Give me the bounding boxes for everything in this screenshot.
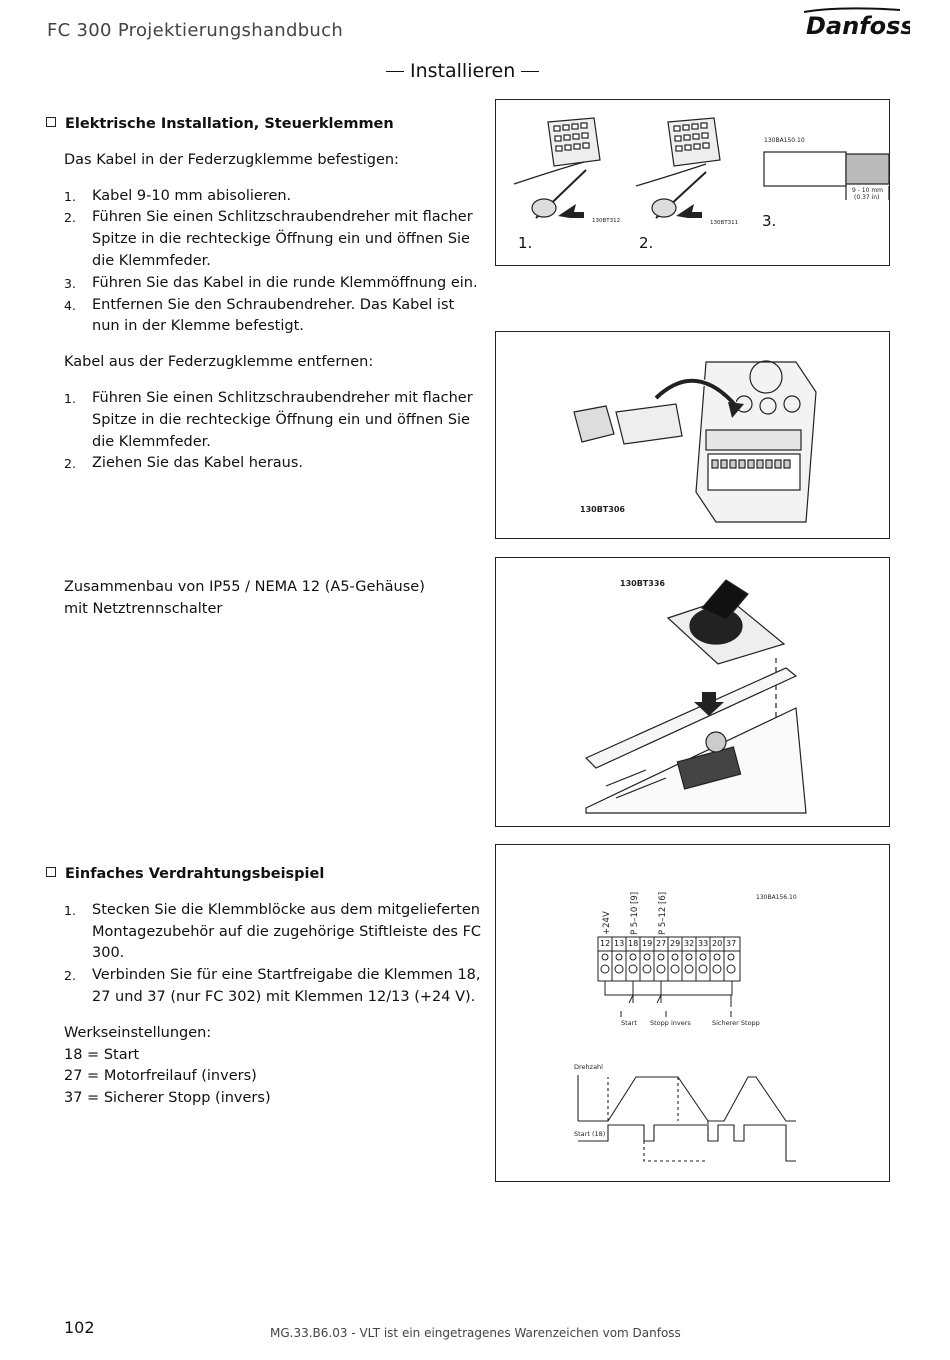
svg-text:13: 13: [614, 939, 625, 948]
section-title: Installieren: [380, 60, 545, 82]
figure-terminal-cover: [495, 331, 890, 539]
footer-text: MG.33.B6.03 - VLT ist ein eingetragenes Warenzeichen vom Danfoss: [270, 1326, 681, 1340]
svg-text:2.: 2.: [639, 234, 654, 252]
svg-text:29: 29: [670, 939, 681, 948]
svg-text:3.: 3.: [762, 212, 777, 230]
document-title: FC 300 Projektierungshandbuch: [47, 20, 344, 41]
svg-text:32: 32: [684, 939, 695, 948]
danfoss-logo: [800, 4, 910, 48]
svg-text:130BT311: 130BT311: [710, 220, 739, 226]
step-list: [46, 900, 486, 1009]
defaults-title: Werkseinstellungen:: [64, 1024, 212, 1041]
figure-cable-insert: [495, 99, 890, 266]
assembly-line: mit Netztrennschalter: [64, 600, 223, 617]
svg-text:Sicherer Stopp: Sicherer Stopp: [712, 1019, 760, 1027]
checkbox-bullet-icon: [46, 867, 56, 877]
defaults-item: 37 = Sicherer Stopp (invers): [64, 1090, 271, 1107]
list-item: 2. Verbinden Sie für eine Startfreigabe die Klemmen 18, 27 und 37 (nur FC 302) mit Klemmen 12/13 (+24 V).: [64, 967, 481, 1005]
step-list: [46, 186, 486, 339]
remove-step-list: [46, 388, 486, 475]
svg-text:Stopp invers: Stopp invers: [650, 1019, 691, 1027]
section-electrical: [46, 114, 486, 475]
svg-text:Start: Start: [621, 1019, 637, 1027]
svg-text:+24V: +24V: [602, 911, 612, 935]
list-item: 4. Entfernen Sie den Schraubendreher. Das Kabel ist nun in der Klemme befestigt.: [64, 296, 455, 335]
svg-text:18: 18: [628, 939, 639, 948]
assembly-line: Zusammenbau von IP55 / NEMA 12 (A5-Gehäuse): [64, 579, 425, 595]
svg-text:1.: 1.: [518, 234, 533, 252]
list-item: 1. Stecken Sie die Klemmblöcke aus dem mitgelieferten Montagezubehör auf die zugehörige Stiftleiste des FC 300.: [64, 901, 482, 962]
svg-text:33: 33: [698, 939, 709, 948]
svg-text:(0.37 in): (0.37 in): [854, 194, 880, 201]
svg-text:130BT312: 130BT312: [592, 218, 621, 224]
list-item: 3. Führen Sie das Kabel in die runde Klemmöffnung ein.: [64, 274, 478, 291]
svg-text:130BA150.10: 130BA150.10: [764, 137, 805, 144]
section-heading: Einfaches Verdrahtungsbeispiel: [46, 864, 486, 886]
list-item: 1. Führen Sie einen Schlitzschraubendreher mit flacher Spitze in die rechteckige Öffnung ein und öffnen Sie die Klemmfeder.: [64, 389, 473, 450]
list-item: 1. Kabel 9-10 mm abisolieren.: [64, 187, 292, 204]
svg-text:9 - 10 mm: 9 - 10 mm: [852, 187, 884, 194]
page-number: 102: [64, 1318, 95, 1337]
section-wiring-example: [46, 864, 486, 1110]
svg-text:130BA156.10: 130BA156.10: [756, 894, 797, 901]
list-item: 2. Führen Sie einen Schlitzschraubendreher mit flacher Spitze in die rechteckige Öffnung ein und öffnen Sie die Klemmfeder.: [64, 209, 473, 269]
figure-wiring-diagram: [495, 844, 890, 1182]
svg-text:Start (18): Start (18): [574, 1130, 606, 1138]
svg-text:Danfoss: Danfoss: [806, 12, 910, 40]
checkbox-bullet-icon: [46, 117, 56, 127]
list-item: 2. Ziehen Sie das Kabel heraus.: [64, 455, 304, 472]
svg-text:130BT306: 130BT306: [580, 505, 625, 514]
svg-text:37: 37: [726, 939, 737, 948]
remove-intro: Kabel aus der Federzugklemme entfernen:: [64, 354, 374, 371]
svg-text:20: 20: [712, 939, 723, 948]
intro-text: Das Kabel in der Federzugklemme befestigen:: [64, 151, 399, 168]
svg-text:Drehzahl: Drehzahl: [574, 1063, 603, 1071]
section-ip55-assembly: [64, 577, 484, 621]
svg-text:12: 12: [600, 939, 611, 948]
figure-disconnect-switch: [495, 557, 890, 827]
svg-text:130BT336: 130BT336: [620, 579, 665, 588]
svg-text:P 5–10 [9]: P 5–10 [9]: [630, 891, 640, 935]
svg-text:27: 27: [656, 939, 667, 948]
svg-text:19: 19: [642, 939, 653, 948]
section-heading: Elektrische Installation, Steuerklemmen: [46, 114, 486, 136]
svg-text:P 5–12 [6]: P 5–12 [6]: [658, 891, 668, 935]
defaults-item: 27 = Motorfreilauf (invers): [64, 1068, 257, 1085]
defaults-item: 18 = Start: [64, 1046, 140, 1063]
